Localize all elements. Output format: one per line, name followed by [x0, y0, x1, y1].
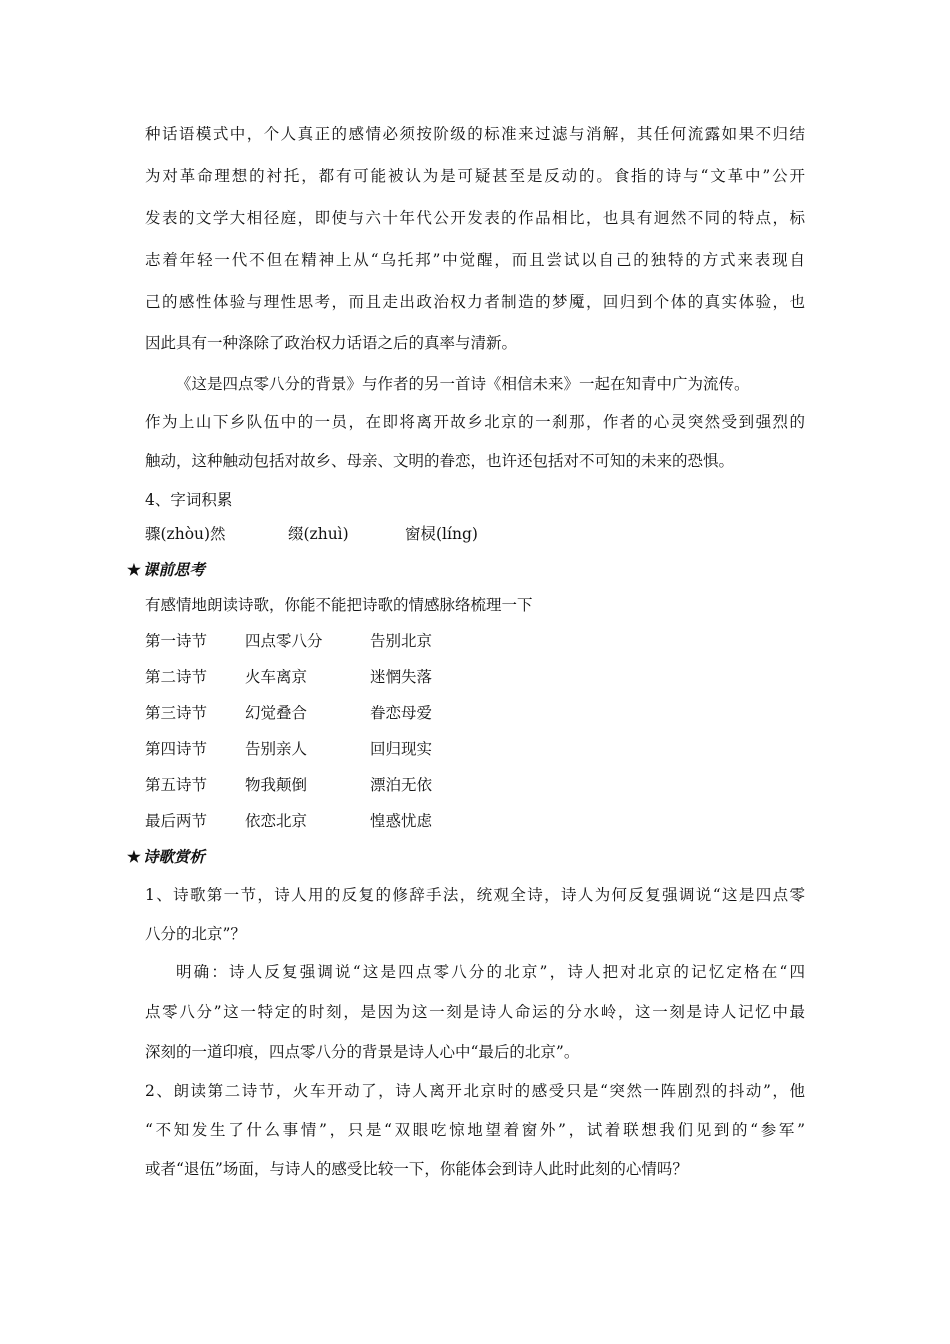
- stanza-emotion: 迷惘失落: [370, 668, 433, 686]
- section-title: 课前思考: [142, 560, 205, 579]
- para1-line: 种话语模式中，个人真正的感情必须按阶级的标准来过滤与消解，其任何流露如果不归结: [145, 125, 805, 143]
- section1-intro: 有感情地朗读诗歌，你能不能把诗歌的情感脉络梳理一下: [145, 596, 533, 614]
- para2-line: 触动，这种触动包括对故乡、母亲、文明的眷恋，也许还包括对不可知的未来的恐惧。: [145, 452, 735, 470]
- section-heading-preview: [127, 560, 205, 580]
- para1-line: 发表的文学大相径庭，即使与六十年代公开发表的作品相比，也具有迥然不同的特点，标: [145, 209, 805, 227]
- para1-line: 为对革命理想的衬托，都有可能被认为是可疑甚至是反动的。食指的诗与“文革中”公开: [145, 167, 805, 185]
- para2-line: 《这是四点零八分的背景》与作者的另一首诗《相信未来》一起在知青中广为流传。: [176, 375, 750, 393]
- answer-line: 点零八分”这一特定的时刻，是因为这一刻是诗人命运的分水岭，这一刻是诗人记忆中最: [145, 1003, 805, 1021]
- stanza-label: 第四诗节: [145, 740, 208, 758]
- question-line: 八分的北京”？: [145, 925, 246, 943]
- vocab-heading: 4、字词积累: [145, 491, 233, 509]
- para2-line: 作为上山下乡队伍中的一员，在即将离开故乡北京的一刹那，作者的心灵突然受到强烈的: [145, 413, 805, 431]
- para1-line: 因此具有一种涤除了政治权力话语之后的真率与清新。: [145, 334, 518, 352]
- vocab-item: 窗棂(líng): [405, 525, 478, 543]
- stanza-emotion: 眷恋母爱: [370, 704, 433, 722]
- vocab-item: 骤(zhòu)然: [145, 525, 226, 543]
- stanza-label: 第二诗节: [145, 668, 208, 686]
- stanza-content: 物我颠倒: [245, 776, 308, 794]
- stanza-content: 依恋北京: [245, 812, 308, 830]
- stanza-label: 第五诗节: [145, 776, 208, 794]
- para1-line: 志着年轻一代不但在精神上从“乌托邦”中觉醒，而且尝试以自己的独特的方式来表现自: [145, 251, 805, 269]
- stanza-label: 第三诗节: [145, 704, 208, 722]
- stanza-emotion: 回归现实: [370, 740, 433, 758]
- stanza-content: 四点零八分: [245, 632, 323, 650]
- question-line: 2、朗读第二诗节，火车开动了，诗人离开北京时的感受只是“突然一阵剧烈的抖动”，他: [145, 1082, 805, 1100]
- answer-line: 深刻的一道印痕，四点零八分的背景是诗人心中“最后的北京”。: [145, 1043, 580, 1061]
- stanza-content: 幻觉叠合: [245, 704, 308, 722]
- section-title: 诗歌赏析: [142, 847, 205, 866]
- answer-line: 明确：诗人反复强调说“这是四点零八分的北京”，诗人把对北京的记忆定格在“四: [176, 963, 805, 981]
- vocab-item: 缀(zhuì): [288, 525, 349, 543]
- question-line: “不知发生了什么事情”，只是“双眼吃惊地望着窗外”，试着联想我们见到的“参军”: [145, 1121, 806, 1139]
- stanza-label: 第一诗节: [145, 632, 208, 650]
- stanza-emotion: 漂泊无依: [370, 776, 433, 794]
- star-icon: ★: [127, 560, 141, 579]
- stanza-content: 火车离京: [245, 668, 308, 686]
- stanza-emotion: 惶惑忧虑: [370, 812, 433, 830]
- stanza-emotion: 告别北京: [370, 632, 433, 650]
- section-heading-analysis: [127, 847, 205, 867]
- para1-line: 己的感性体验与理性思考，而且走出政治权力者制造的梦魇，回归到个体的真实体验，也: [145, 293, 805, 311]
- stanza-label: 最后两节: [145, 812, 208, 830]
- stanza-content: 告别亲人: [245, 740, 308, 758]
- star-icon: ★: [127, 847, 141, 866]
- question-line: 或者“退伍”场面，与诗人的感受比较一下，你能体会到诗人此时此刻的心情吗？: [145, 1160, 688, 1178]
- question-line: 1、诗歌第一节，诗人用的反复的修辞手法，统观全诗，诗人为何反复强调说“这是四点零: [145, 886, 805, 904]
